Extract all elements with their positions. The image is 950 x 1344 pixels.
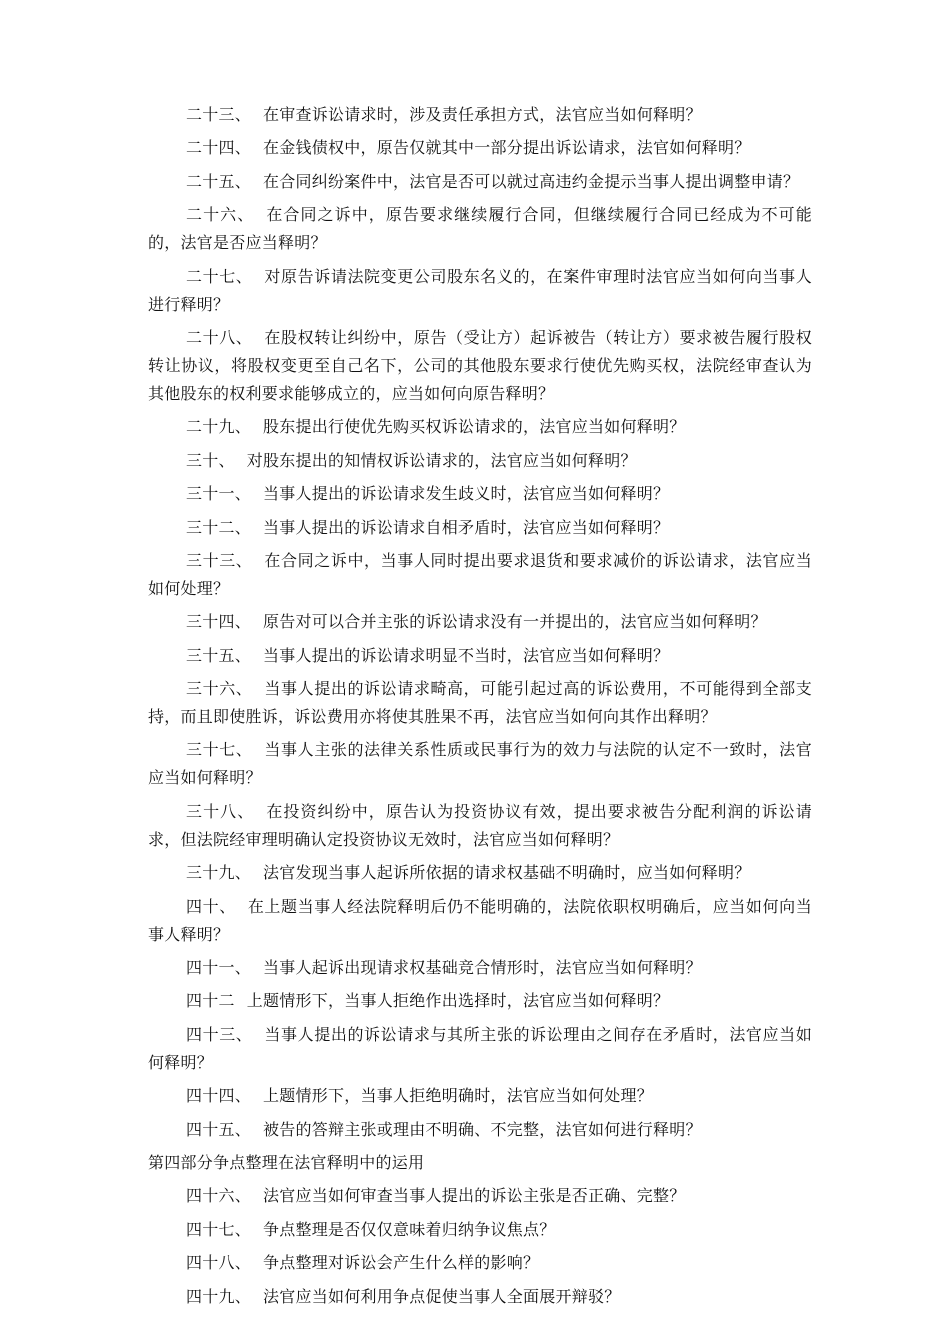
- question-text: 在合同纠纷案件中，法官是否可以就过高违约金提示当事人提出调整申请？: [263, 171, 800, 191]
- question-number: 二十三、: [186, 105, 252, 124]
- question-item: [148, 675, 812, 731]
- question-number: 四十三、: [186, 1024, 253, 1044]
- question-number: 三十、: [186, 450, 235, 470]
- question-text: 法官发现当事人起诉所依据的请求权基础不明确时，应当如何释明？: [263, 863, 751, 883]
- question-text: 对原告诉请法院变更公司股东名义的，在案件审理时法官应当如何向当事人进行释明？: [148, 266, 812, 314]
- question-text: 上题情形下，当事人拒绝作出选择时，法官应当如何释明？: [246, 991, 670, 1011]
- question-number: 三十一、: [186, 484, 252, 504]
- question-item: [148, 101, 812, 129]
- question-text: 在审查诉讼请求时，涉及责任承担方式，法官应当如何释明？: [263, 105, 702, 124]
- question-item: [148, 447, 812, 475]
- question-text: 在金钱债权中，原告仅就其中一部分提出诉讼请求，法官如何释明？: [263, 138, 751, 158]
- question-number: 三十九、: [186, 863, 252, 883]
- question-number: 四十、: [186, 896, 236, 916]
- question-item: [148, 859, 812, 887]
- question-text: 当事人提出的诉讼请求自相矛盾时，法官应当如何释明？: [263, 517, 670, 537]
- question-number: 三十四、: [186, 612, 252, 632]
- question-list-part4: [148, 1182, 812, 1310]
- question-number: 四十一、: [186, 958, 252, 978]
- question-text: 对股东提出的知情权诉讼请求的，法官应当如何释明？: [246, 450, 637, 470]
- question-item: [148, 736, 812, 792]
- question-item: [148, 1249, 812, 1277]
- question-item: [148, 1182, 812, 1210]
- question-text: 上题情形下，当事人拒绝明确时，法官应当如何处理？: [263, 1086, 654, 1106]
- question-text: 股东提出行使优先购买权诉讼请求的，法官应当如何释明？: [263, 417, 686, 437]
- question-number: 二十五、: [186, 171, 252, 191]
- question-text: 法官应当如何审查当事人提出的诉讼主张是否正确、完整？: [263, 1186, 686, 1206]
- question-item: [148, 954, 812, 982]
- question-item: [148, 1216, 812, 1244]
- question-number: 三十二、: [186, 517, 252, 537]
- question-item: [148, 987, 812, 1015]
- question-number: 四十七、: [186, 1219, 252, 1239]
- question-text: 当事人提出的诉讼请求与其所主张的诉讼理由之间存在矛盾时，法官应当如何释明？: [148, 1024, 812, 1072]
- question-number: 四十二: [186, 991, 235, 1011]
- question-item: [148, 201, 812, 257]
- question-item: [148, 893, 812, 949]
- question-number: 四十九、: [186, 1286, 252, 1306]
- question-text: 当事人提出的诉讼请求发生歧义时，法官应当如何释明？: [263, 484, 670, 504]
- question-item: [148, 1082, 812, 1110]
- question-number: 二十四、: [186, 138, 252, 158]
- question-number: 二十七、: [186, 266, 253, 286]
- question-item: [148, 514, 812, 542]
- question-text: 在合同之诉中，原告要求继续履行合同，但继续履行合同已经成为不可能的，法官是否应当释明？: [148, 205, 812, 253]
- question-number: 三十六、: [186, 679, 253, 699]
- question-text: 在投资纠纷中，原告认为投资协议有效，提出要求被告分配利润的诉讼请求，但法院经审理明确认定投资协议无效时，法官应当如何释明？: [148, 801, 812, 849]
- question-item: [148, 547, 812, 603]
- question-item: [148, 168, 812, 196]
- question-text: 当事人提出的诉讼请求畸高，可能引起过高的诉讼费用，不可能得到全部支持，而且即使胜诉，诉讼费用亦将使其胜果不再，法官应当如何向其作出释明？: [148, 679, 812, 727]
- question-item: [148, 413, 812, 441]
- question-item: [148, 608, 812, 636]
- question-item: [148, 1021, 812, 1077]
- question-text: 在合同之诉中，当事人同时提出要求退货和要求减价的诉讼请求，法官应当如何处理？: [148, 550, 812, 598]
- document-page: [148, 101, 812, 1316]
- question-item: [148, 324, 812, 408]
- question-item: [148, 798, 812, 854]
- question-number: 四十八、: [186, 1253, 252, 1273]
- question-text: 在上题当事人经法院释明后仍不能明确的，法院依职权明确后，应当如何向当事人释明？: [148, 896, 812, 944]
- question-text: 当事人提出的诉讼请求明显不当时，法官应当如何释明？: [263, 645, 670, 665]
- question-number: 二十九、: [186, 417, 252, 437]
- question-item: [148, 134, 812, 162]
- question-text: 当事人主张的法律关系性质或民事行为的效力与法院的认定不一致时，法官应当如何释明？: [148, 740, 812, 788]
- question-number: 二十八、: [186, 327, 253, 347]
- section-title: 第四部分争点整理在法官释明中的运用: [148, 1152, 425, 1172]
- question-item: [148, 263, 812, 319]
- question-number: 三十三、: [186, 550, 253, 570]
- question-list-part3: [148, 101, 812, 1144]
- question-number: 二十六、: [186, 205, 255, 225]
- question-number: 三十五、: [186, 645, 252, 665]
- question-number: 三十八、: [186, 801, 255, 821]
- question-text: 被告的答辩主张或理由不明确、不完整，法官如何进行释明？: [263, 1119, 702, 1139]
- question-number: 三十七、: [186, 740, 253, 760]
- question-text: 争点整理是否仅仅意味着归纳争议焦点？: [263, 1219, 556, 1239]
- question-item: [148, 480, 812, 508]
- question-text: 争点整理对诉讼会产生什么样的影响？: [263, 1253, 540, 1273]
- question-number: 四十四、: [186, 1086, 252, 1106]
- question-item: [148, 1116, 812, 1144]
- question-item: [148, 1283, 812, 1311]
- question-text: 原告对可以合并主张的诉讼请求没有一并提出的，法官应当如何释明？: [263, 612, 767, 632]
- question-text: 在股权转让纠纷中，原告（受让方）起诉被告（转让方）要求被告履行股权转让协议，将股权变更至自己名下，公司的其他股东要求行使优先购买权，法院经审查认为其他股东的权利要求能够成立的，应当如何向原告释明？: [148, 327, 812, 403]
- question-number: 四十六、: [186, 1186, 252, 1206]
- question-item: [148, 642, 812, 670]
- question-number: 四十五、: [186, 1119, 252, 1139]
- question-text: 法官应当如何利用争点促使当事人全面展开辩驳？: [263, 1286, 621, 1306]
- question-text: 当事人起诉出现请求权基础竞合情形时，法官应当如何释明？: [263, 958, 702, 978]
